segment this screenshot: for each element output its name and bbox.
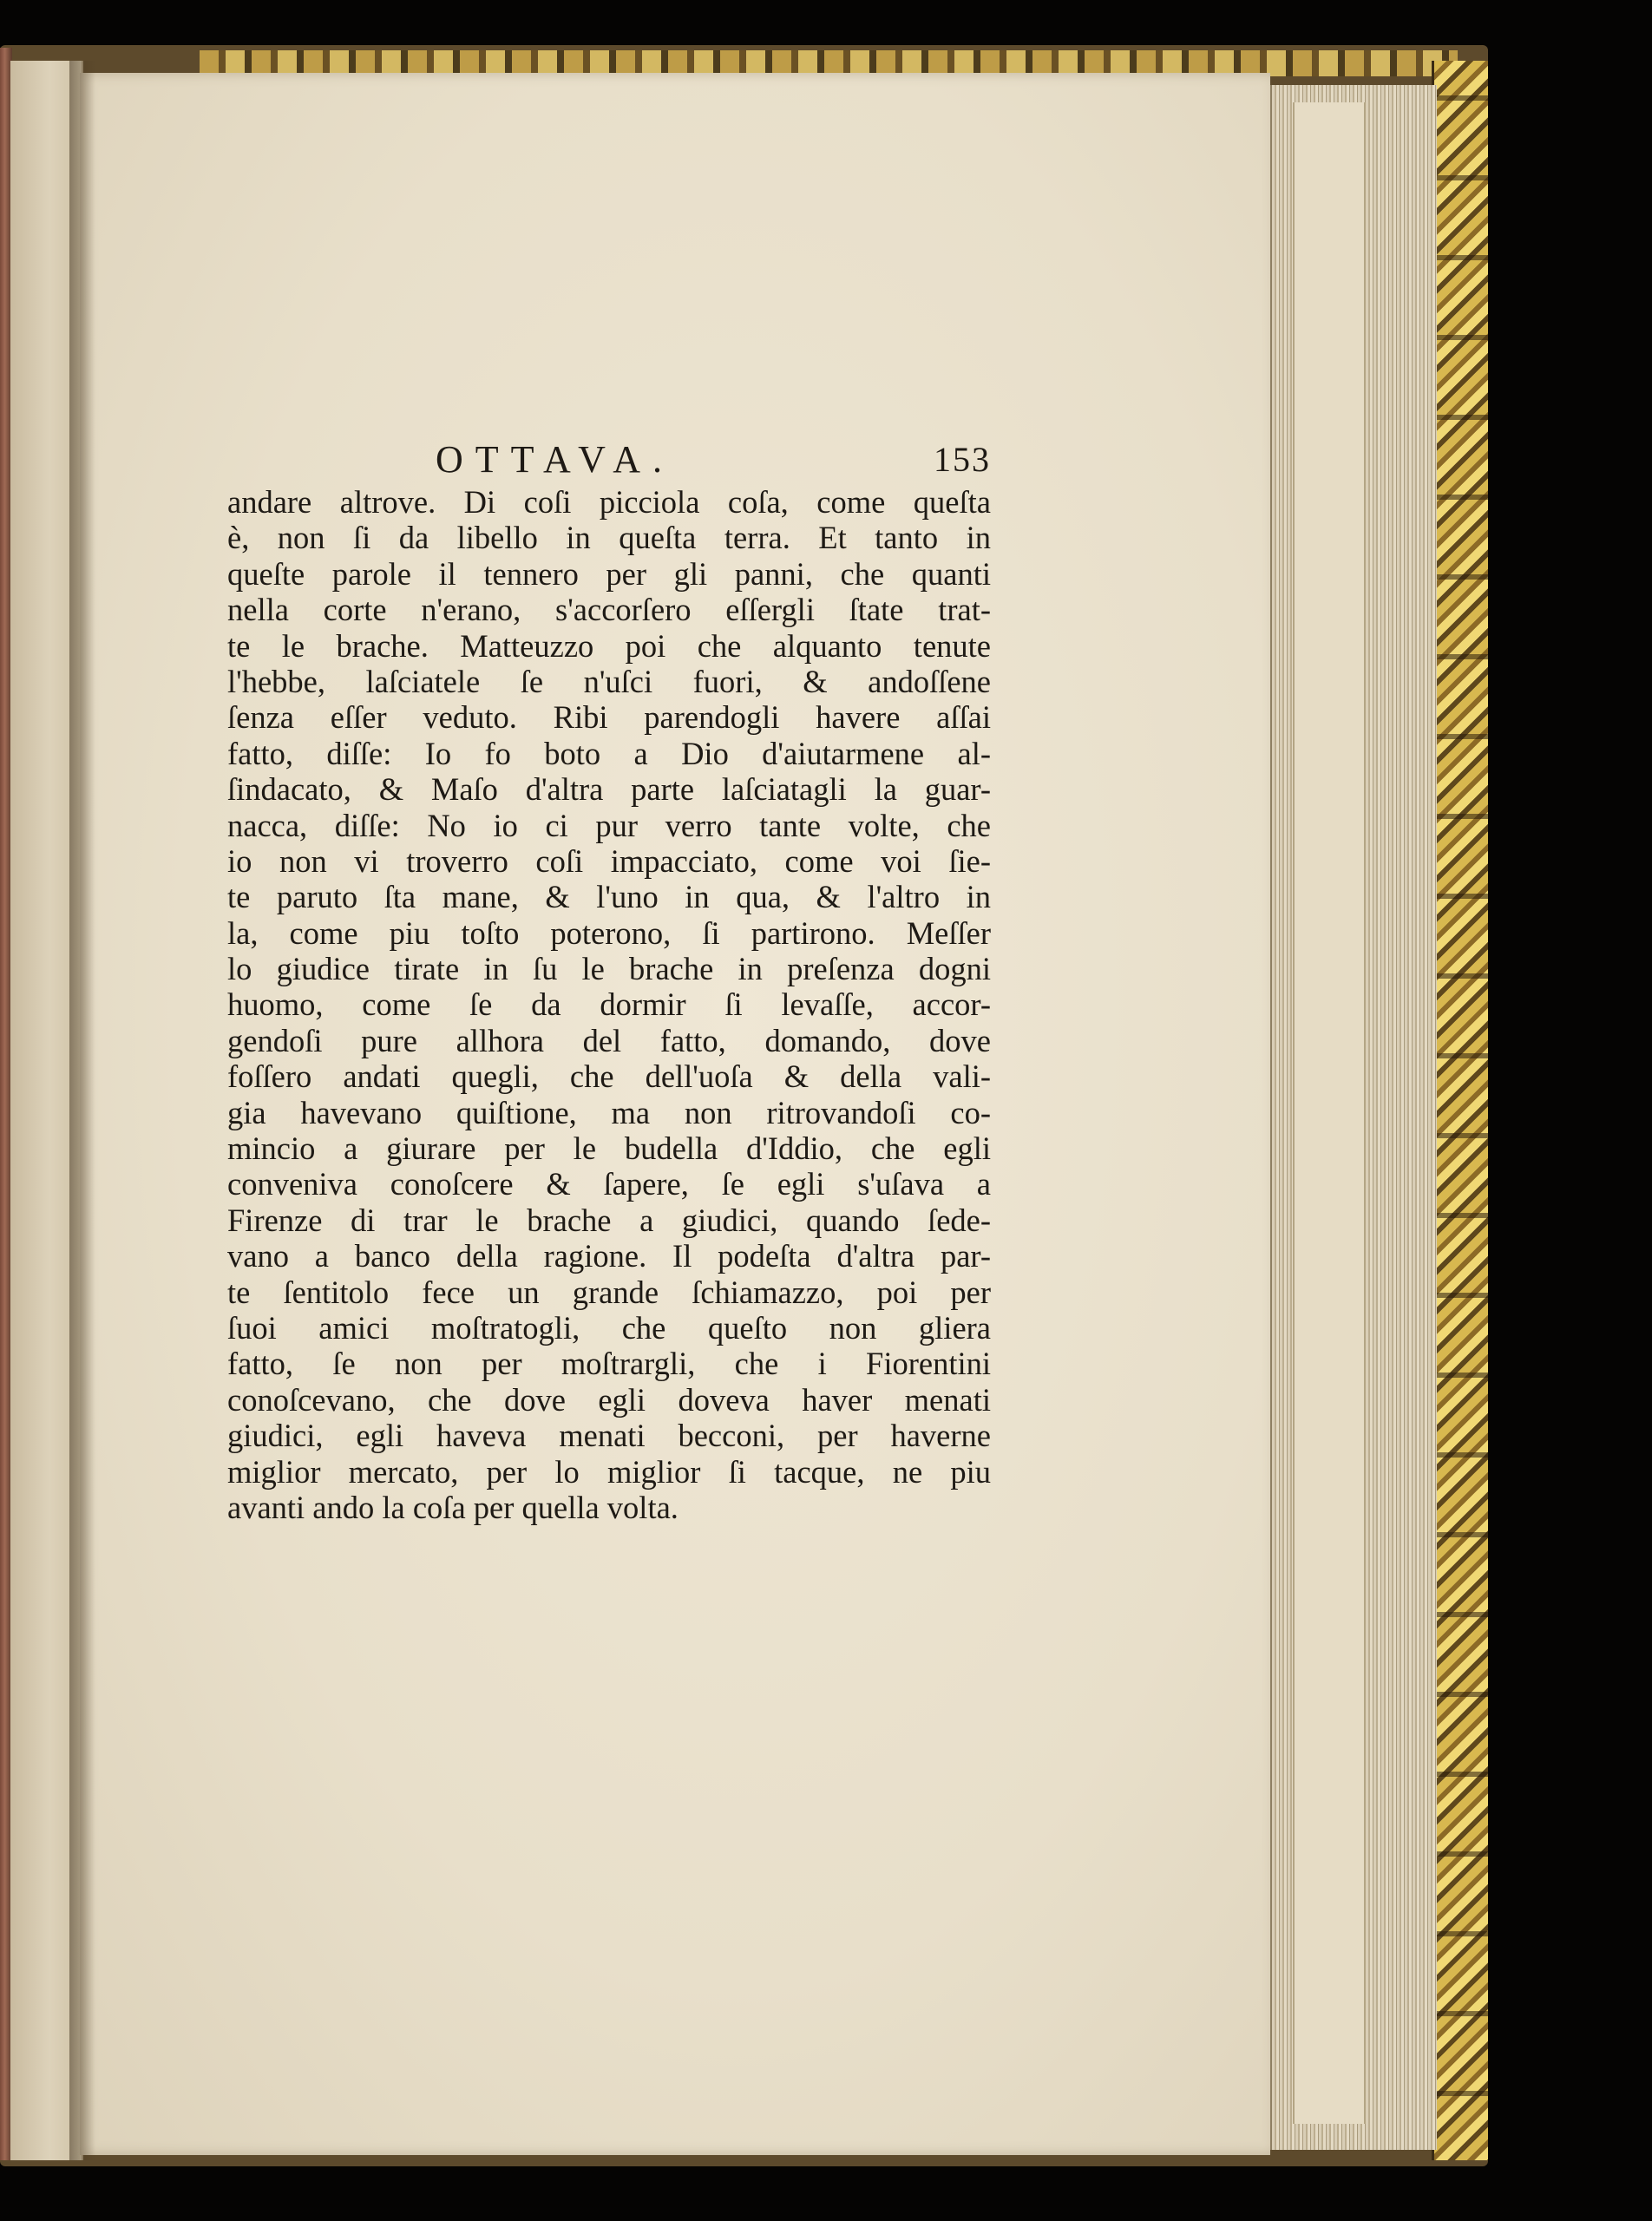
text-line: fatto, diſſe: Io fo boto a Dio d'aiutarmene al- [227,735,991,771]
text-line: conoſcevano, che dove egli doveva haver menati [227,1381,991,1418]
text-line: lo giudice tirate in ſu le brache in preſenza dogni [227,951,991,987]
body-text [227,484,991,1525]
text-line: foſſero andati quegli, che dell'uoſa & della vali- [227,1058,991,1095]
text-line: te ſentitolo fece un grande ſchiamazzo, poi per [227,1274,991,1310]
text-line: ſindacato, & Maſo d'altra parte laſciatagli la guar- [227,771,991,808]
running-head-title: OTTAVA. [436,438,674,481]
text-line: nacca, diſſe: No io ci pur verro tante volte, che [227,807,991,843]
text-line: fatto, ſe non per moſtrargli, che i Fiorentini [227,1346,991,1382]
text-line: avanti ando la coſa per quella volta. [227,1489,678,1525]
text-line: io non vi troverro coſi impacciato, come voi ſie- [227,842,991,879]
page-block-inner [1293,102,1366,2124]
text-line: conveniva conoſcere & ſapere, ſe egli s'uſava a [227,1166,991,1202]
gilt-side-border [1432,61,1488,2160]
text-line: mincio a giurare per le budella d'Iddio, che egli [227,1130,991,1167]
text-line: la, come piu toſto poterono, ſi partirono. Meſſer [227,914,991,951]
text-line: andare altrove. Di coſi picciola coſa, come queſta [227,484,991,520]
verso-page-edge [10,61,83,2160]
text-line: ſenza eſſer veduto. Ribi parendogli havere aſſai [227,699,991,736]
text-line: l'hebbe, laſciatele ſe n'uſci fuori, & andoſſene [227,663,991,699]
text-line: te le brache. Matteuzzo poi che alquanto tenute [227,627,991,664]
running-head [227,434,991,484]
text-line: huomo, come ſe da dormir ſi levaſſe, accor- [227,986,991,1023]
text-line: Firenze di trar le brache a giudici, quando ſede- [227,1202,991,1238]
text-line: te paruto ſta mane, & l'uno in qua, & l'altro in [227,879,991,915]
text-block [227,434,991,1525]
text-line: gia havevano quiſtione, ma non ritrovandoſi co- [227,1094,991,1130]
text-line: giudici, egli haveva menati becconi, per haverne [227,1418,991,1454]
text-line: ſuoi amici moſtratogli, che queſto non gliera [227,1309,991,1346]
text-line: nella corte n'erano, s'accorſero eſſergli ſtate trat- [227,592,991,628]
text-line: gendoſi pure allhora del fatto, domando, dove [227,1022,991,1058]
text-line: vano a banco della ragione. Il podeſta d'altra par- [227,1238,991,1274]
text-line: queſte parole il tennero per gli panni, che quanti [227,555,991,592]
page-number: 153 [934,440,991,479]
text-line: è, non ſi da libello in queſta terra. Et tanto in [227,520,991,556]
text-line: miglior mercato, per lo miglior ſi tacque, ne piu [227,1453,991,1490]
